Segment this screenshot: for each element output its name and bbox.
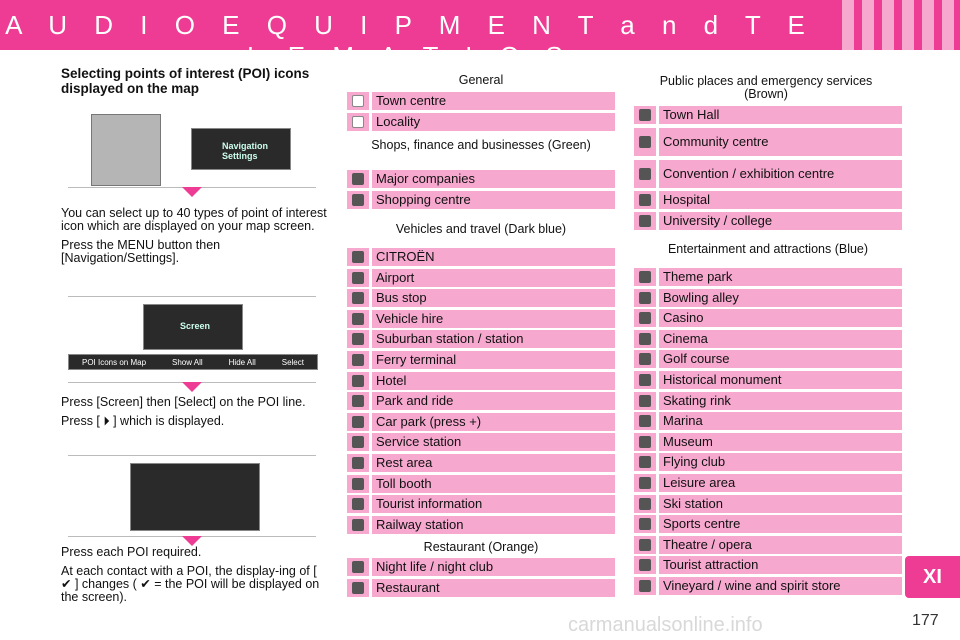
- poi-row: [634, 371, 902, 389]
- poi-bar-label: POI Icons on Map: [81, 357, 147, 367]
- instructions-2: [61, 396, 327, 434]
- poi-icon: [347, 248, 369, 266]
- poi-icon: [634, 106, 656, 124]
- instructions-1: [61, 207, 327, 271]
- poi-label: Tourist attraction: [659, 556, 902, 574]
- poi-label: Vineyard / wine and spirit store: [659, 577, 902, 595]
- poi-label: Ferry terminal: [372, 351, 615, 369]
- poi-row: [347, 351, 615, 369]
- poi-row: [347, 310, 615, 328]
- poi-row: [347, 170, 615, 188]
- poi-label: Convention / exhibition centre: [659, 160, 902, 188]
- poi-row: [347, 454, 615, 472]
- poi-icon: [347, 269, 369, 287]
- page-title: A U D I O E Q U I P M E N T a n d T E L E M A T I C S: [5, 10, 815, 71]
- poi-label: Sports centre: [659, 515, 902, 533]
- poi-label: Locality: [372, 113, 615, 131]
- poi-label: Golf course: [659, 350, 902, 368]
- poi-icon: [347, 351, 369, 369]
- poi-row: [347, 579, 615, 597]
- poi-icon: [347, 113, 369, 131]
- poi-label: Town Hall: [659, 106, 902, 124]
- poi-icon: [634, 268, 656, 286]
- poi-icon: [634, 556, 656, 574]
- poi-row: [634, 515, 902, 533]
- poi-icon: [347, 475, 369, 493]
- paragraph: You can select up to 40 types of point of interest icon which are displayed on your map screen.: [61, 206, 327, 233]
- poi-icon: [634, 371, 656, 389]
- poi-label: University / college: [659, 212, 902, 230]
- poi-row: [634, 433, 902, 451]
- divider: [68, 455, 316, 456]
- poi-row: [347, 372, 615, 390]
- poi-row: [634, 577, 902, 595]
- poi-row: [347, 495, 615, 513]
- poi-row: [347, 413, 615, 431]
- poi-label: Leisure area: [659, 474, 902, 492]
- poi-label: Service station: [372, 433, 615, 451]
- poi-icon: [634, 160, 656, 188]
- poi-row: [347, 248, 615, 266]
- poi-icon: [347, 516, 369, 534]
- poi-label: Casino: [659, 309, 902, 327]
- poi-row: [634, 536, 902, 554]
- poi-icon: [347, 372, 369, 390]
- poi-icon: [634, 128, 656, 156]
- poi-label: Bus stop: [372, 289, 615, 307]
- poi-list-image: [130, 463, 260, 531]
- section-tab: XI: [905, 556, 960, 598]
- poi-row: [347, 330, 615, 348]
- group-title-vehicles: Vehicles and travel (Dark blue): [395, 222, 567, 236]
- poi-label: Rest area: [372, 454, 615, 472]
- navigation-settings-image: [191, 128, 291, 170]
- divider: [68, 296, 316, 297]
- poi-icon: [634, 392, 656, 410]
- poi-icon: [634, 330, 656, 348]
- poi-label: Airport: [372, 269, 615, 287]
- poi-label: Toll booth: [372, 475, 615, 493]
- poi-label: Marina: [659, 412, 902, 430]
- poi-icon: [634, 453, 656, 471]
- poi-icon: [347, 289, 369, 307]
- header-stripe: [922, 0, 934, 50]
- header-stripe: [942, 0, 954, 50]
- divider-arrow-icon: [182, 382, 202, 392]
- poi-row: [347, 191, 615, 209]
- poi-icon: [634, 433, 656, 451]
- poi-row: [634, 474, 902, 492]
- poi-icon: [347, 392, 369, 410]
- poi-label: Night life / night club: [372, 558, 615, 576]
- header-bar: [0, 0, 960, 71]
- poi-label: Car park (press +): [372, 413, 615, 431]
- poi-icon: [634, 495, 656, 513]
- poi-icon: [634, 289, 656, 307]
- poi-icon: [634, 474, 656, 492]
- poi-icon: [347, 191, 369, 209]
- poi-icon: [347, 413, 369, 431]
- poi-label: Restaurant: [372, 579, 615, 597]
- poi-label: Major companies: [372, 170, 615, 188]
- poi-row: [634, 268, 902, 286]
- group-title-shops: Shops, finance and businesses (Green): [371, 138, 591, 152]
- poi-label: Community centre: [659, 128, 902, 156]
- poi-label: Museum: [659, 433, 902, 451]
- poi-bar-label: Select: [281, 357, 304, 367]
- poi-label: CITROËN: [372, 248, 615, 266]
- screen-image: [143, 304, 243, 350]
- poi-icon: [347, 92, 369, 110]
- paragraph: Press [ ⏵ ] which is displayed.: [61, 414, 225, 428]
- poi-icon: [347, 433, 369, 451]
- poi-row: [634, 495, 902, 513]
- poi-label: Flying club: [659, 453, 902, 471]
- poi-row: [634, 412, 902, 430]
- poi-icon: [634, 412, 656, 430]
- poi-row: [634, 191, 902, 209]
- poi-label: Cinema: [659, 330, 902, 348]
- header-stripe: [882, 0, 894, 50]
- poi-row: [347, 558, 615, 576]
- poi-row: [347, 433, 615, 451]
- poi-label: Hotel: [372, 372, 615, 390]
- poi-row: [347, 92, 615, 110]
- poi-row: [634, 289, 902, 307]
- poi-row: [634, 212, 902, 230]
- poi-label: Park and ride: [372, 392, 615, 410]
- poi-label: Bowling alley: [659, 289, 902, 307]
- poi-label: Historical monument: [659, 371, 902, 389]
- poi-icon: [634, 515, 656, 533]
- poi-row: [347, 475, 615, 493]
- page-number: 177: [912, 612, 939, 629]
- poi-row: [347, 269, 615, 287]
- poi-icon: [347, 558, 369, 576]
- group-title-restaurant: Restaurant (Orange): [423, 540, 539, 554]
- watermark: carmanualsonline.info: [568, 614, 763, 636]
- poi-label: Hospital: [659, 191, 902, 209]
- instructions-3: [61, 546, 327, 610]
- group-title-entertainment: Entertainment and attractions (Blue): [667, 242, 869, 256]
- poi-row: [634, 453, 902, 471]
- poi-icon: [347, 170, 369, 188]
- section-title: Selecting points of interest (POI) icons displayed on the map: [61, 66, 310, 96]
- paragraph: Press each POI required.: [61, 545, 202, 559]
- poi-row: [347, 113, 615, 131]
- poi-icon: [634, 191, 656, 209]
- poi-label: Tourist information: [372, 495, 615, 513]
- poi-row: [634, 392, 902, 410]
- paragraph: Press the MENU button then [Navigation/Settings].: [61, 238, 221, 265]
- poi-icon: [634, 212, 656, 230]
- divider-arrow-icon: [182, 187, 202, 197]
- poi-row: [634, 330, 902, 348]
- poi-label: Ski station: [659, 495, 902, 513]
- poi-label: Town centre: [372, 92, 615, 110]
- navigation-settings-label: Navigation Settings: [222, 141, 269, 161]
- menu-button-photo: [91, 114, 161, 186]
- poi-row: [347, 392, 615, 410]
- poi-label: Railway station: [372, 516, 615, 534]
- header-stripe: [862, 0, 874, 50]
- paragraph: At each contact with a POI, the display-ing of [ ✔ ] changes ( ✔ = the POI will be displayed on the screen).: [61, 564, 320, 604]
- header-stripe: [842, 0, 854, 50]
- poi-row: [634, 106, 902, 124]
- paragraph: Press [Screen] then [Select] on the POI line.: [61, 395, 306, 409]
- poi-row: [634, 556, 902, 574]
- group-title-public: Public places and emergency services (Brown): [659, 74, 873, 101]
- poi-bar-label: Show All: [171, 357, 203, 367]
- poi-row: [634, 128, 902, 156]
- poi-icon: [347, 454, 369, 472]
- poi-icon: [634, 577, 656, 595]
- poi-icon: [347, 310, 369, 328]
- group-title-general: General: [458, 73, 504, 87]
- poi-icon: [347, 495, 369, 513]
- poi-row: [347, 516, 615, 534]
- poi-label: Suburban station / station: [372, 330, 615, 348]
- poi-label: Theatre / opera: [659, 536, 902, 554]
- poi-label: Skating rink: [659, 392, 902, 410]
- poi-bar-label: Hide All: [228, 357, 256, 367]
- poi-row: [347, 289, 615, 307]
- poi-menu-bar-image: [68, 354, 318, 370]
- poi-icon: [347, 579, 369, 597]
- poi-row: [634, 309, 902, 327]
- header-stripe: [902, 0, 914, 50]
- poi-label: Theme park: [659, 268, 902, 286]
- poi-label: Shopping centre: [372, 191, 615, 209]
- poi-row: [634, 160, 902, 188]
- poi-icon: [634, 309, 656, 327]
- screen-label: Screen: [180, 321, 211, 331]
- poi-label: Vehicle hire: [372, 310, 615, 328]
- poi-row: [634, 350, 902, 368]
- poi-icon: [634, 536, 656, 554]
- poi-icon: [347, 330, 369, 348]
- poi-icon: [634, 350, 656, 368]
